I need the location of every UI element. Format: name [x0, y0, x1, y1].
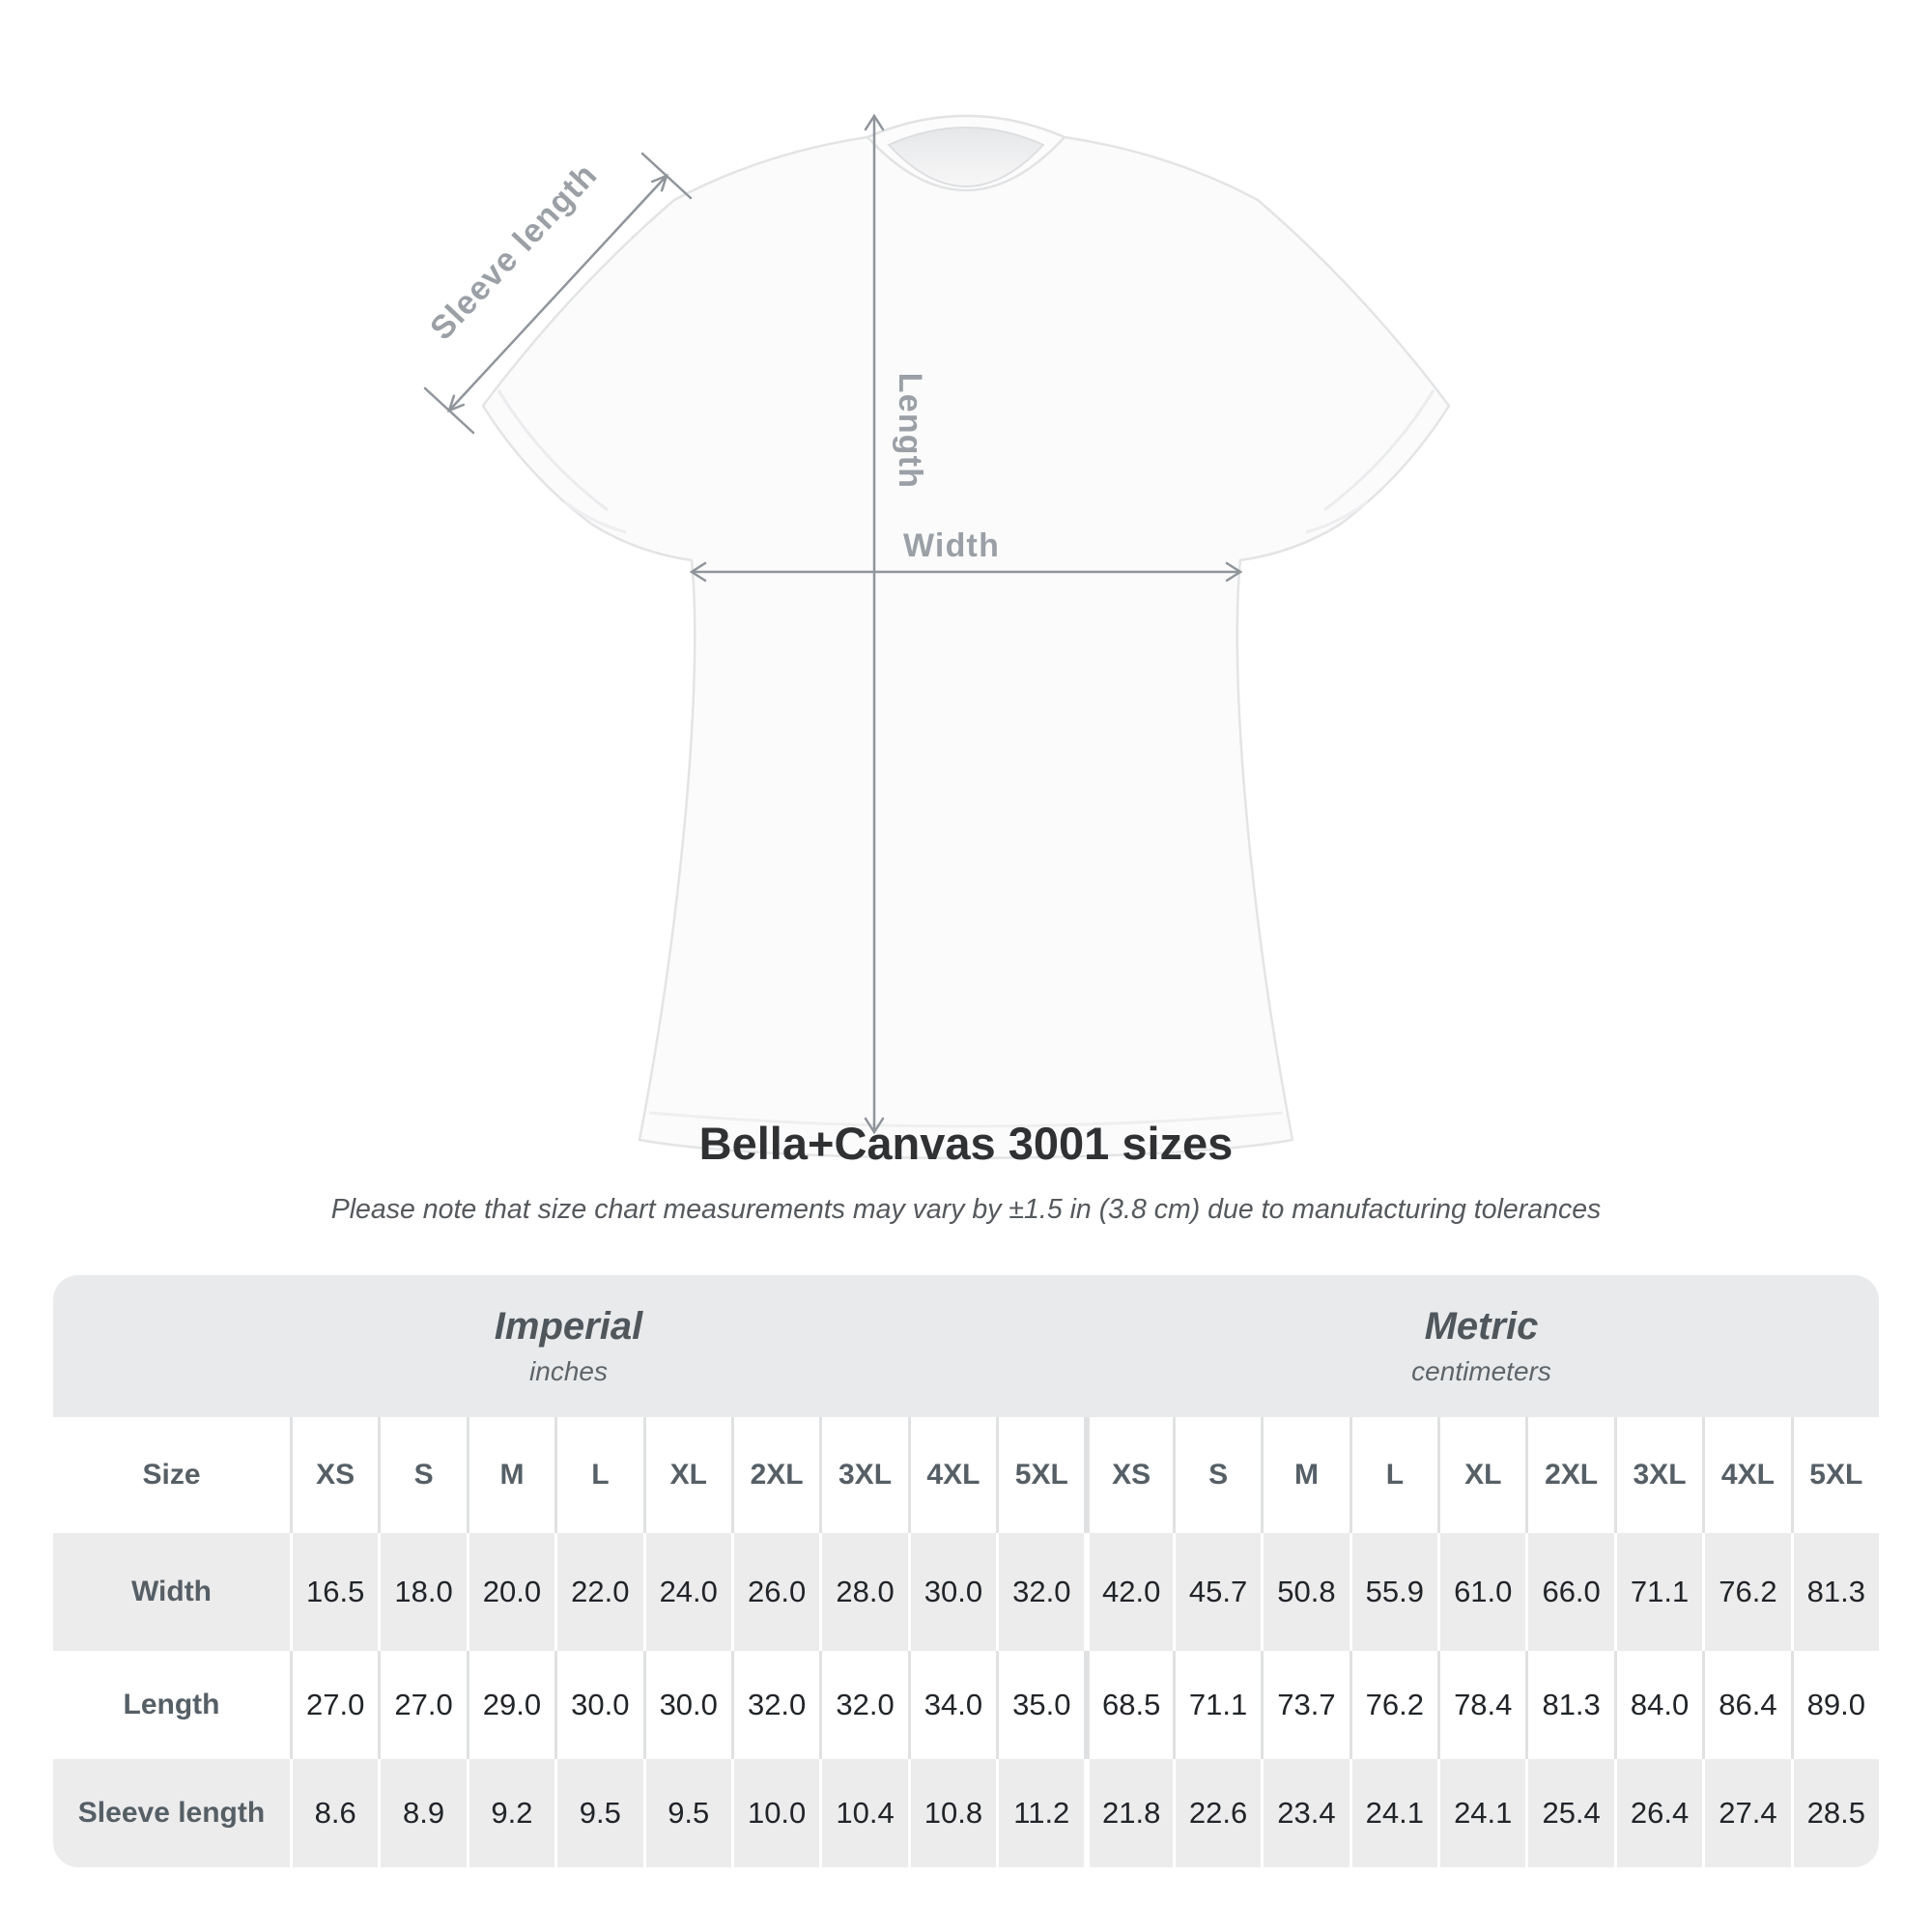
metric-unit: centimeters: [1411, 1356, 1551, 1386]
size-col-header: S: [1173, 1417, 1261, 1533]
size-col-header: L: [554, 1417, 642, 1533]
value-cell: 71.1: [1173, 1651, 1261, 1759]
value-cell: 18.0: [378, 1533, 466, 1651]
value-cell: 27.0: [290, 1651, 378, 1759]
value-cell: 9.2: [467, 1759, 554, 1867]
value-cell: 30.0: [643, 1651, 731, 1759]
size-col-header: XL: [643, 1417, 731, 1533]
value-cell: 86.4: [1702, 1651, 1790, 1759]
value-cell: 23.4: [1261, 1759, 1349, 1867]
value-cell: 76.2: [1702, 1533, 1790, 1651]
value-cell: 8.9: [378, 1759, 466, 1867]
value-cell: 21.8: [1084, 1759, 1172, 1867]
value-cell: 71.1: [1614, 1533, 1702, 1651]
value-cell: 76.2: [1350, 1651, 1437, 1759]
value-cell: 28.0: [819, 1533, 907, 1651]
size-col-header: 3XL: [1614, 1417, 1702, 1533]
size-col-header: XS: [1084, 1417, 1172, 1533]
value-cell: 73.7: [1261, 1651, 1349, 1759]
value-cell: 10.8: [908, 1759, 996, 1867]
value-cell: 9.5: [643, 1759, 731, 1867]
value-cell: 35.0: [996, 1651, 1084, 1759]
value-cell: 55.9: [1350, 1533, 1437, 1651]
metric-header: [1084, 1275, 1879, 1417]
value-cell: 78.4: [1437, 1651, 1525, 1759]
metric-title: Metric: [1424, 1305, 1539, 1348]
size-col-header: 4XL: [908, 1417, 996, 1533]
value-cell: 22.0: [554, 1533, 642, 1651]
size-col-header: 3XL: [819, 1417, 907, 1533]
value-cell: 84.0: [1614, 1651, 1702, 1759]
value-cell: 32.0: [731, 1651, 819, 1759]
tshirt-body: [483, 116, 1449, 1158]
value-cell: 45.7: [1173, 1533, 1261, 1651]
imperial-title: Imperial: [494, 1305, 643, 1348]
value-cell: 29.0: [467, 1651, 554, 1759]
size-col-header: 5XL: [1791, 1417, 1879, 1533]
imperial-header: [53, 1275, 1084, 1417]
size-col-header: L: [1350, 1417, 1437, 1533]
value-cell: 24.1: [1437, 1759, 1525, 1867]
size-col-header: 2XL: [1525, 1417, 1613, 1533]
value-cell: 81.3: [1525, 1651, 1613, 1759]
value-cell: 32.0: [996, 1533, 1084, 1651]
page-title: Bella+Canvas 3001 sizes: [698, 1118, 1234, 1169]
value-cell: 61.0: [1437, 1533, 1525, 1651]
value-cell: 89.0: [1791, 1651, 1879, 1759]
size-col-header: S: [378, 1417, 466, 1533]
table-row: [53, 1533, 1879, 1651]
size-column-header: Size: [142, 1459, 201, 1491]
value-cell: 10.4: [819, 1759, 907, 1867]
size-col-header: XL: [1437, 1417, 1525, 1533]
value-cell: 27.4: [1702, 1759, 1790, 1867]
value-cell: 28.5: [1791, 1759, 1879, 1867]
value-cell: 66.0: [1525, 1533, 1613, 1651]
value-cell: 50.8: [1261, 1533, 1349, 1651]
size-col-header: M: [467, 1417, 554, 1533]
value-cell: 9.5: [554, 1759, 642, 1867]
value-cell: 26.0: [731, 1533, 819, 1651]
row-label: Sleeve length: [77, 1797, 266, 1829]
length-label: Length: [892, 372, 928, 490]
value-cell: 22.6: [1173, 1759, 1261, 1867]
sleeve-length-label: Sleeve length: [422, 156, 605, 348]
size-header-row: [53, 1417, 1879, 1533]
table-row: [53, 1651, 1879, 1759]
value-cell: 26.4: [1614, 1759, 1702, 1867]
value-cell: 16.5: [290, 1533, 378, 1651]
size-table: [53, 1275, 1879, 1867]
value-cell: 81.3: [1791, 1533, 1879, 1651]
value-cell: 24.1: [1350, 1759, 1437, 1867]
size-col-header: XS: [290, 1417, 378, 1533]
unit-header-row: [53, 1275, 1879, 1417]
value-cell: 11.2: [996, 1759, 1084, 1867]
table-row: [53, 1759, 1879, 1867]
width-label: Width: [902, 527, 1001, 564]
row-label: Width: [130, 1576, 213, 1607]
size-col-header: M: [1261, 1417, 1349, 1533]
value-cell: 20.0: [467, 1533, 554, 1651]
value-cell: 30.0: [908, 1533, 996, 1651]
size-tolerance-note: Please note that size chart measurements may vary by ±1.5 in (3.8 cm) due to manufacturing tolerances: [330, 1194, 1602, 1225]
value-cell: 10.0: [731, 1759, 819, 1867]
size-col-header: 2XL: [731, 1417, 819, 1533]
imperial-unit: inches: [529, 1356, 608, 1386]
value-cell: 30.0: [554, 1651, 642, 1759]
tshirt-photo: [483, 116, 1449, 1158]
size-col-header: 4XL: [1702, 1417, 1790, 1533]
value-cell: 32.0: [819, 1651, 907, 1759]
size-col-header: 5XL: [996, 1417, 1084, 1533]
row-label: Length: [123, 1689, 220, 1720]
value-cell: 42.0: [1084, 1533, 1172, 1651]
value-cell: 8.6: [290, 1759, 378, 1867]
value-cell: 27.0: [378, 1651, 466, 1759]
value-cell: 24.0: [643, 1533, 731, 1651]
value-cell: 68.5: [1084, 1651, 1172, 1759]
value-cell: 34.0: [908, 1651, 996, 1759]
value-cell: 25.4: [1525, 1759, 1613, 1867]
